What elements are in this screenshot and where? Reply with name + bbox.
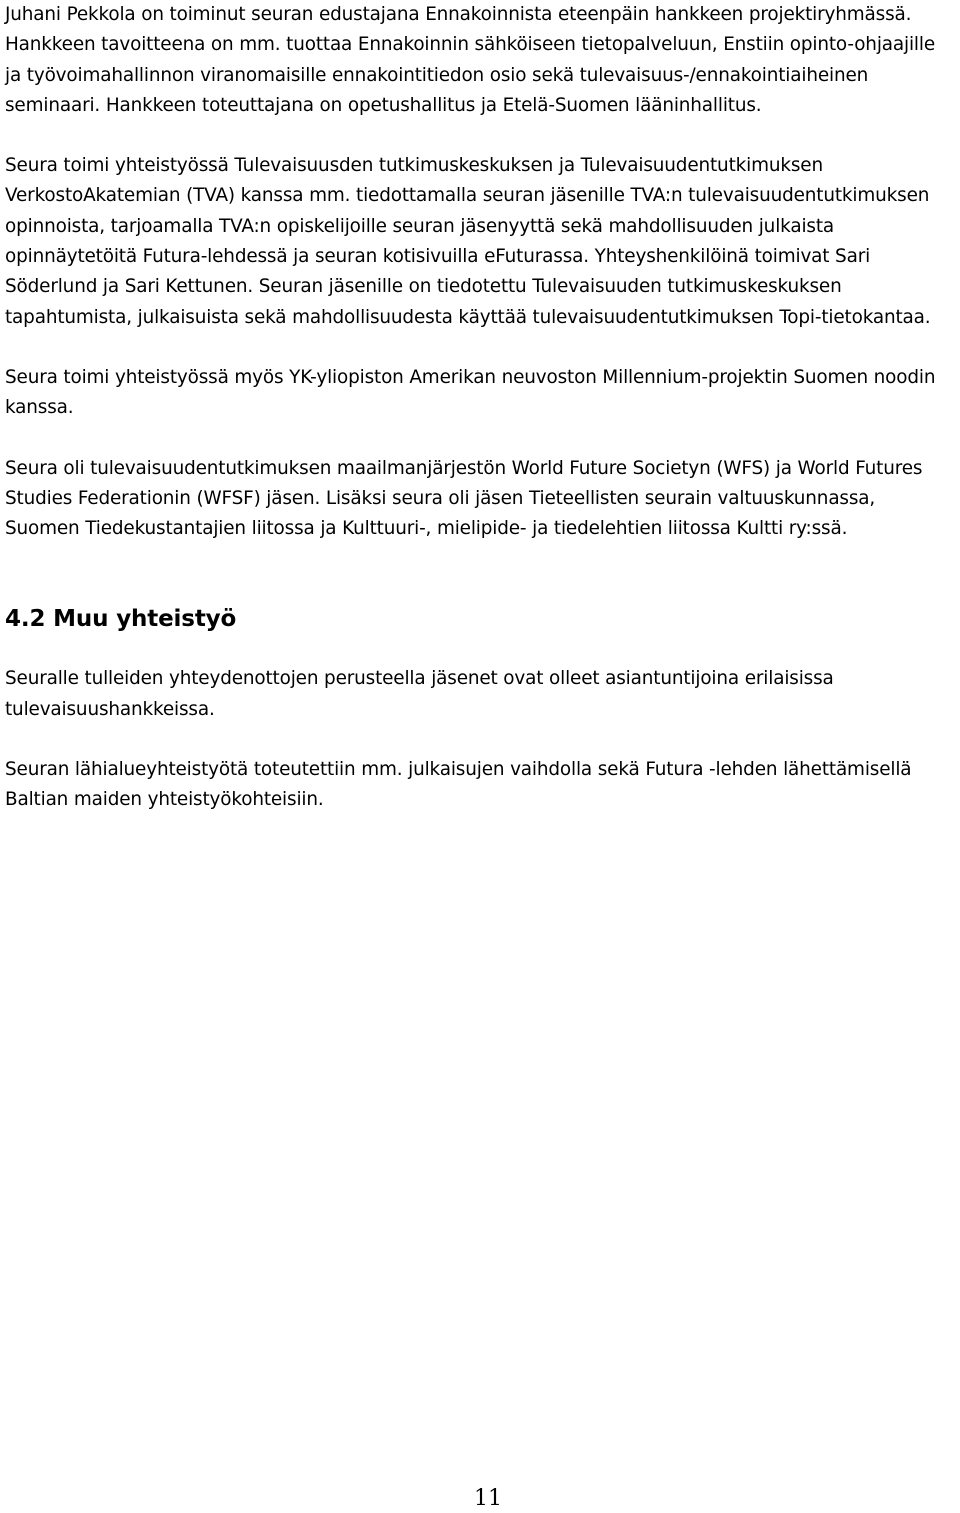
page-number: 11 — [474, 1486, 502, 1511]
document-body — [5, 0, 955, 816]
paragraph-tva-cooperation: Seura toimi yhteistyössä Tulevaisuusden tutkimuskeskuksen ja Tulevaisuudentutkimuksen VerkostoAkatemian (TVA) kanssa mm. tiedottamalla seuran jäsenille TVA:n tulevaisuudentutkimuksen opinnoista, tarjoamalla TVA:n opiskelijoille seuran jäsenyyttä sekä mahdollisuuden julkaista opinnäytetöitä Futura-lehdessä ja seuran kotisivuilla eFuturassa. Yhteyshenkilöinä toimivat Sari Söderlund ja Sari Kettunen. Seuran jäsenille on tiedotettu Tulevaisuuden tutkimuskeskuksen tapahtumista, julkaisuista sekä mahdollisuudesta käyttää tulevaisuudentutkimuksen Topi-tietokantaa. — [5, 155, 931, 328]
paragraph-memberships: Seura oli tulevaisuudentutkimuksen maailmanjärjestön World Future Societyn (WFS) ja World Futures Studies Federationin (WFSF) jäsen. Lisäksi seura oli jäsen Tieteellisten seurain valtuuskunnassa, Suomen Tiedekustantajien liitossa ja Kulttuuri-, mielipide- ja tiedelehtien liitossa Kultti ry:ssä. — [5, 457, 923, 540]
paragraph-expert-roles: Seuralle tulleiden yhteydenottojen perusteella jäsenet ovat olleet asiantuntijoina erilaisissa tulevaisuushankkeissa. — [5, 668, 834, 720]
paragraph-baltic-cooperation: Seuran lähialueyhteistyötä toteutettiin mm. julkaisujen vaihdolla sekä Futura -lehden lähettämisellä Baltian maiden yhteistyökohteisiin. — [5, 759, 912, 811]
paragraph-millennium-project: Seura toimi yhteistyössä myös YK-yliopiston Amerikan neuvoston Millennium-projektin Suomen noodin kanssa. — [5, 366, 936, 419]
paragraph-ennakoinnista-eteenpain: Juhani Pekkola on toiminut seuran edustajana Ennakoinnista eteenpäin hankkeen projektiryhmässä. Hankkeen tavoitteena on mm. tuottaa Ennakoinnin sähköiseen tietopalveluun, Enstiin opinto-ohjaajille ja työvoimahallinnon viranomaisille ennakointitiedon osio sekä tulevaisuus-/ennakointiaiheinen seminaari. Hankkeen toteuttajana on opetushallitus ja Etelä-Suomen lääninhallitus. — [5, 4, 936, 116]
section-heading: 4.2 Muu yhteistyö — [5, 606, 237, 633]
